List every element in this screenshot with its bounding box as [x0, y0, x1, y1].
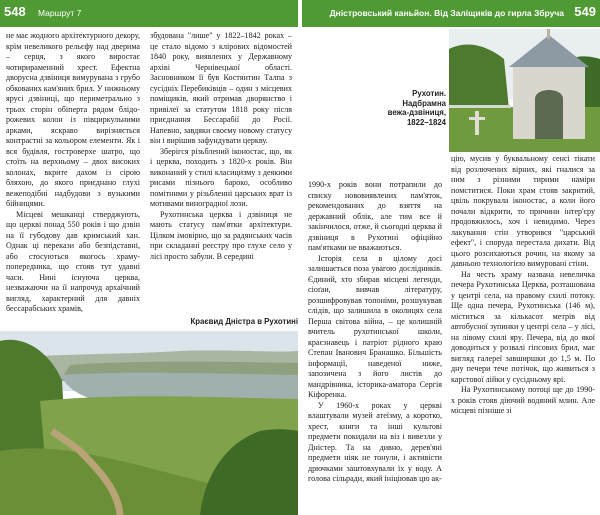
right-running-title: Дністровський каньйон. Від Заліщиків до гирла Збруча [329, 8, 564, 18]
paragraph: Рухотинська церква і дзвіниця не мають статусу пам'ятки архітектури. Цілком імовірно, що за радянських часів при складанні реєстру про глухе село у лісі просто забули. В середині [150, 209, 292, 261]
text-column-2 [150, 31, 292, 313]
caption-line: Надбрамна [402, 98, 446, 108]
text-column-3 [308, 180, 442, 512]
roadside-cross-bar [469, 117, 485, 120]
photo-fence [449, 105, 511, 108]
tower-arch [535, 90, 563, 139]
roadside-cross [475, 111, 479, 135]
paragraph: Місцеві мешканці стверджують, що церкві понад 550 років і що дзвін на її губодову дав кримський хан. Однак ці перекази або безпідставні, або стосуються якогось храму-попередника, що стояв тут удавні часи. Нині існуюча церква, незважаючи на її напрочуд архаїчний вигляд, характерний для давніх бессарабських храмів, [6, 209, 140, 313]
bell-tower-photo [449, 29, 600, 152]
paragraph: збудована "лише" у 1822–1842 роках – це стало відомо з клірових відомостей 1840 року, виявлених у Державному архіві Чернівецької області. Засновником її був Костянтин Талпа з сусідніх Перебиківців – один з місцевих поміщиків, який отримав дворянство і привілеї за статутом 1818 року після приєднання Бессарабії до Росії. Напевно, завдяки своєму новому статусу він і вирішив зафундувати церкву. [150, 31, 292, 145]
caption-line: Рухотин. [412, 89, 446, 98]
right-page-number: 549 [574, 4, 596, 19]
paragraph: На честь храму названа невеличка печера Рухотинська Церква, розташована у центрі села, на правому схилі потоку. Ще одна печера, Рухотинська (146 м), міститься за кількасот метрів від автобусної зупинки у центрі села – у лісі, на лівому схилі ярy. Печера, від до якої доводиться у розвалі гіпсових брил, має вигляд галереї завширшки до 1,5 м. По дну печери тече потічок, що живиться з карстової лійки у сусідньому ярі. [451, 269, 595, 384]
caption-line: вежа-дзвіниця, [387, 108, 446, 117]
paragraph: У 1960-х роках у церкві влаштували музей атеїзму, а коротко, хрест, книги та інші культові предмети покидали на віз і вивезли у Дністер. Та на дивно, дерев'яні предмети ніяк не тонули, і активісти дрючками заштовхували їх у воду. А голова сільради, який ініціював цю ак- [308, 400, 442, 483]
paragraph: Зберігся різьблений іконостас, що, як і церква, походить з 1820-х років. Він виконаний у стилі класицизму з деякими рисами пізнього бароко, особливо помітними у різьбленні царських врат із мотивами виноградної лози. [150, 146, 292, 208]
photo-caption-dniester-view: Краєвид Дністра в Рухотині [190, 317, 298, 326]
tower-cross [547, 29, 550, 39]
left-page-number: 548 [4, 4, 26, 19]
text-column-4 [451, 154, 595, 512]
photo-caption-bell-tower [372, 89, 446, 127]
text-column-1 [6, 31, 140, 313]
left-page-header [0, 0, 298, 27]
left-running-title: Маршрут 7 [38, 8, 82, 18]
right-page-header [302, 0, 600, 27]
paragraph: цію, мусив у буквальному сенсі тікати від розлючених вірних, які гналися за ним з різними тирими наміри помститися. Поки храм стояв закритий, цвіль покрувала іконостас, а коли його почали відкрити, то причини інтер'єру продовжилось, хоч і невидимо. Через лакування стін утворився "царський ефект", і спорудa перестала дихати. Від цього розсихаються рочин, на якому за давньою технологією вимуровані стіни. [451, 154, 595, 268]
paragraph: не має жодного архітектурного декору, крім невеликого рельєфу над дверима – серця, з якого виростає чотирираменний хрест. Ефектна дворусна дзвіниця вимурувана з грубо обкованих кам'яних брил. У нижньому ярусі дзвіниці, що периметрально з трьох сторін обіперта рядом блідо-рожевих колон із півциркульними арками, яскраво вирізняється контрастні за кольором елементи. Як і вся будівля, гостроверхе шатро, що стоїть на верхньому – двох високих колонах, вкрите дахом із сірою бляхою, до якого приєднано глухі вежеподібні надбудови з вузькими бійницями. [6, 31, 140, 208]
paragraph: На Рухотинському потоці ще до 1990-х років стояв діючий водяний млин. Але місцеві пізніше зі [451, 385, 595, 415]
dniester-landscape-photo [0, 331, 298, 515]
paragraph: 1990-х років вони потрапили до списку нововиявлених пам'яток, рекомендованих до взяття на державний облік, але тим все й закінчилося, отже, й сьогодні церква й дзвіниця в Рухотині офіційно пам'ятками не вважаються. [308, 180, 442, 252]
paragraph: Історія села в цілому досі залишається поза увагою дослідників. Єдиний, хто збирав місцеві легенди, сіоґаи, вивчав літературу, розшифровував топоніми, розшукував слідів, що залишила в околицях села Перша світова війна, – це колишній вчитель рухотинської школи, краєзнавець і патріот рідного краю Степан Іванович Бранашко. Більшість інформації, наведеної ниже, запозичена з його листів до мандрівника, історика-аматора Сергія Кіфоренка. [308, 253, 442, 399]
caption-line: 1822–1824 [406, 117, 446, 127]
